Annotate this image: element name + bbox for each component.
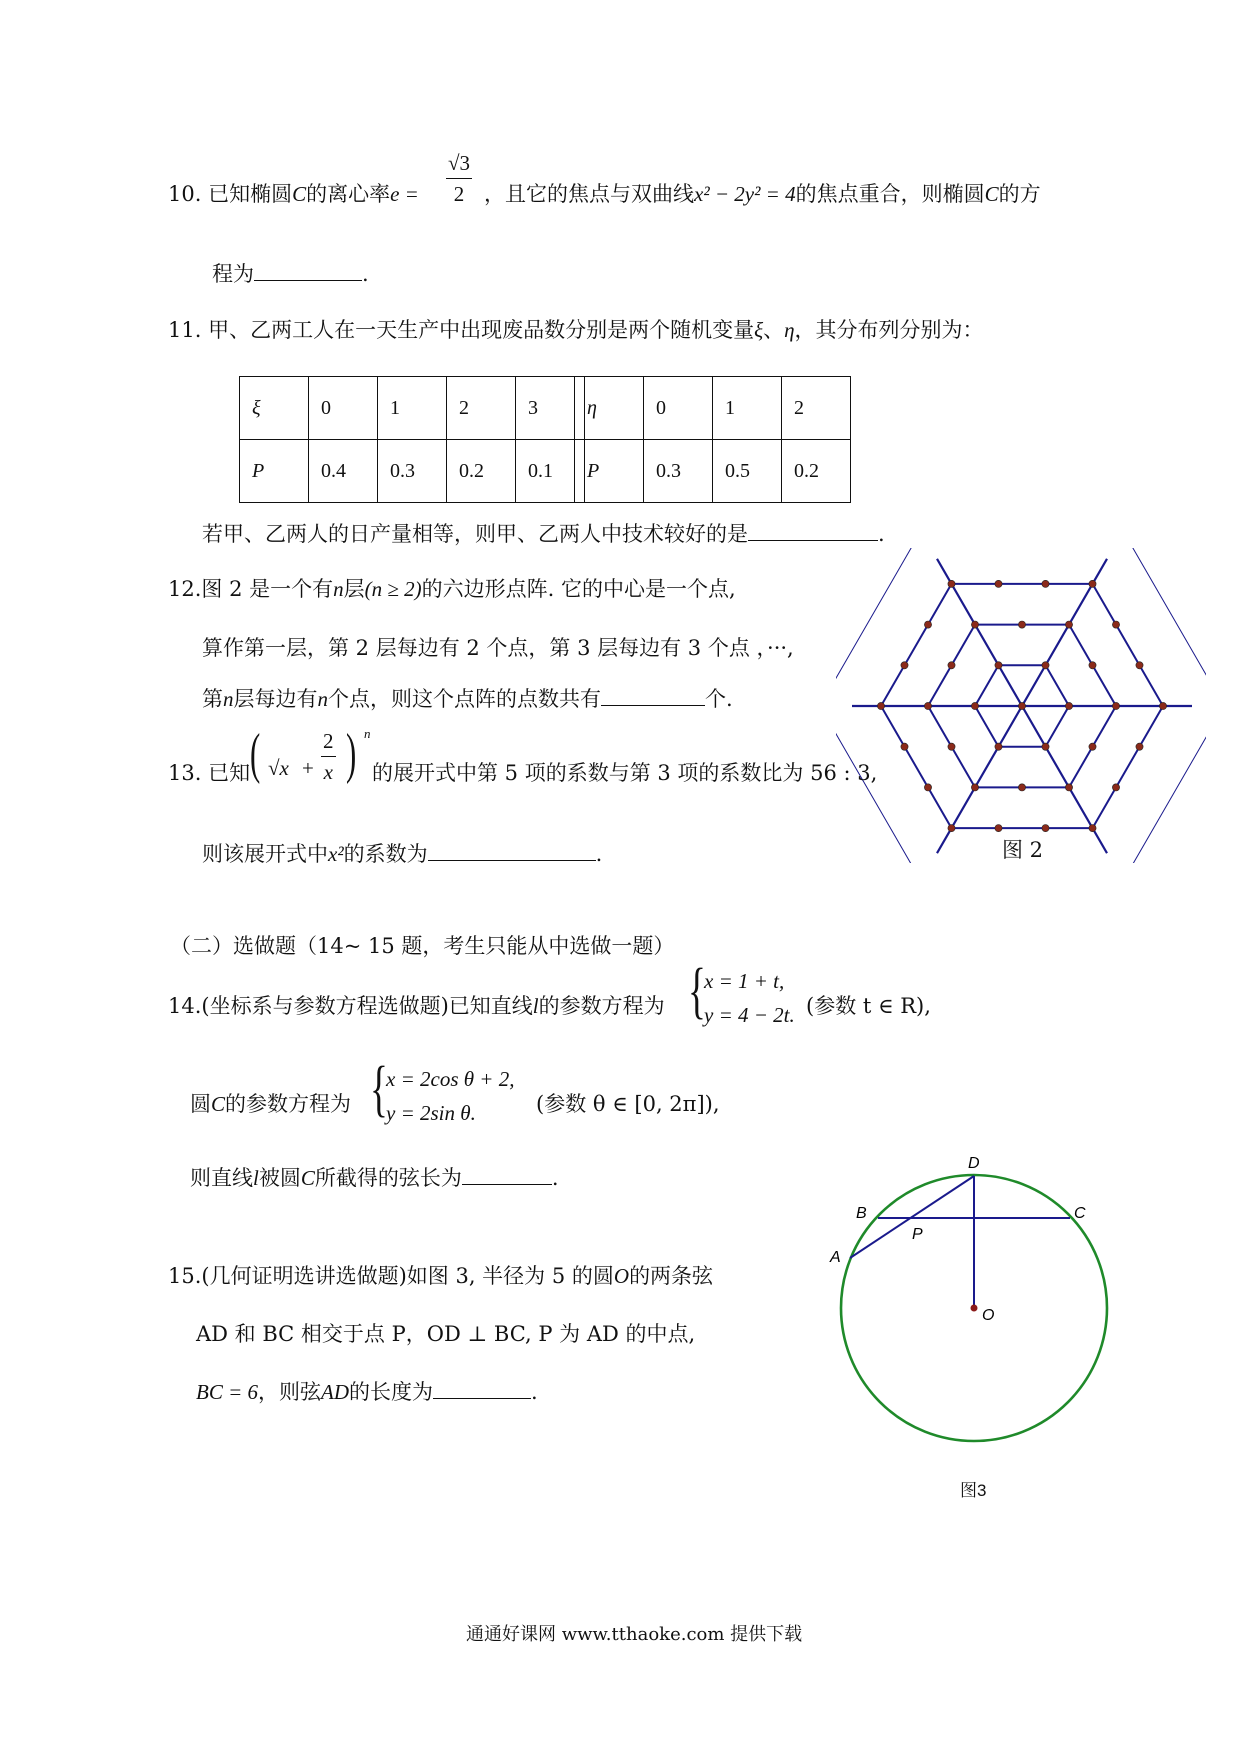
lattice-point [1042, 662, 1049, 669]
q13-plus: + [302, 756, 314, 780]
table-cell: 0.5 [713, 440, 782, 503]
q10-number: 10. [168, 182, 202, 206]
q14-text-g: 所截得的弦长为 [314, 1166, 462, 1190]
q14-text-f: 被圆 [258, 1166, 301, 1190]
q12-text-f: 个点，则这个点阵的点数共有 [328, 687, 601, 711]
q13-exponent: n [364, 726, 371, 741]
q12-line3 [202, 683, 733, 713]
lattice-point [1112, 621, 1119, 628]
q15-o: O [613, 1264, 630, 1288]
q12-n2: n [223, 687, 234, 711]
label-d: D [968, 1155, 980, 1172]
q11-eta: η [784, 318, 795, 342]
lattice-point [995, 825, 1002, 832]
lattice-point [1018, 702, 1025, 709]
lattice-point [901, 662, 908, 669]
q14-ceq1: x = 2cos θ + 2, [386, 1067, 515, 1091]
q12-cond: (n ≥ 2) [364, 577, 422, 601]
q11-xi: ξ [754, 318, 764, 342]
table-cell: 2 [782, 377, 851, 440]
lattice-ring-edge [975, 706, 999, 747]
q13-text-d: 的系数为 [343, 842, 428, 866]
table-row [240, 440, 585, 503]
lattice-ring-edge [1093, 706, 1164, 828]
lattice-ring-edge [975, 665, 999, 706]
lattice-point [995, 743, 1002, 750]
q14-l: l [532, 994, 539, 1018]
table-cell: 1 [378, 377, 447, 440]
lattice-point [948, 662, 955, 669]
q14-end: . [551, 1166, 559, 1190]
table-cell: P [575, 440, 644, 503]
lattice-point [995, 580, 1002, 587]
q14-l2: l [253, 1166, 259, 1190]
q12-n3: n [317, 687, 328, 711]
table-cell: 0.3 [644, 440, 713, 503]
lattice-point [971, 702, 978, 709]
q11-table-xi [239, 376, 585, 503]
figure-2-hexagon-lattice [836, 548, 1206, 863]
lattice-point [1112, 784, 1119, 791]
q14-text-e: 则直线 [190, 1166, 253, 1190]
lattice-point [948, 743, 955, 750]
q10-line1 [168, 178, 419, 208]
q11-sep: 、 [763, 318, 785, 342]
q12-text-c: 的六边形点阵. 它的中心是一个点, [421, 577, 736, 601]
figure-3-circle-chords [820, 1150, 1140, 1450]
q14-line2 [190, 1088, 351, 1118]
lattice-ring-edge [1046, 706, 1070, 747]
q12-line2: 算作第一层，第 2 层每边有 2 个点，第 3 层每边有 3 个点 ，···, [202, 636, 794, 660]
q15-number: 15. [168, 1264, 202, 1288]
lattice-ring-edge [1046, 665, 1070, 706]
q14-ceq2: y = 2sin θ. [386, 1101, 476, 1125]
q15-answer-blank[interactable] [433, 1380, 531, 1399]
q15-text-c: ，则弦 [258, 1380, 322, 1404]
lattice-point [1089, 580, 1096, 587]
table-cell: 0 [309, 377, 378, 440]
q15-text-a: (几何证明选讲选做题)如图 3, 半径为 5 的圆 [201, 1264, 614, 1288]
q14-param2: (参数 θ ∈ [0, 2π]), [536, 1092, 720, 1116]
lattice-point [971, 784, 978, 791]
q11-line1 [168, 314, 984, 344]
lattice-point [971, 621, 978, 628]
section-title: （二）选做题（14~ 15 题，考生只能从中选做一题） [170, 934, 675, 958]
lattice-point [1159, 702, 1166, 709]
table-cell: 2 [447, 377, 516, 440]
q13-fraction-num: 2 [321, 726, 336, 757]
table-cell: 0.3 [378, 440, 447, 503]
q14-brace2: { [370, 1055, 388, 1123]
q15-line3 [196, 1376, 538, 1406]
q10-fraction-num: √3 [446, 148, 472, 179]
q15-line2: AD 和 BC 相交于点 P，OD ⊥ BC, P 为 AD 的中点, [196, 1322, 696, 1346]
label-c: C [1074, 1205, 1086, 1222]
lattice-ring-edge [881, 584, 952, 706]
q11-end: . [878, 522, 885, 546]
q12-text-a: 图 2 是一个有 [201, 577, 334, 601]
lattice-point [1018, 784, 1025, 791]
label-o: O [982, 1307, 995, 1324]
q11-answer-blank[interactable] [748, 522, 878, 541]
label-a: A [830, 1249, 841, 1266]
lattice-point [1089, 662, 1096, 669]
footer-text: 通通好课网 www.tthaoke.com 提供下载 [466, 1624, 803, 1645]
table-cell: 0.4 [309, 440, 378, 503]
lattice-point [1042, 825, 1049, 832]
q11-conclusion-text: 若甲、乙两人的日产量相等，则甲、乙两人中技术较好的是 [202, 522, 748, 546]
lattice-point [1042, 580, 1049, 587]
q15-bc-eq: BC = 6 [196, 1380, 259, 1404]
q11-table-eta [574, 376, 851, 503]
q10-hyperbola: x² − 2y² = 4 [694, 182, 796, 206]
q13-answer-blank[interactable] [428, 842, 596, 861]
q14-param1: (参数 t ∈ R), [806, 994, 931, 1018]
lattice-point [924, 784, 931, 791]
q10-answer-blank[interactable] [254, 262, 362, 281]
q13-text-a: 已知 [208, 761, 251, 785]
q10-fraction-den: 2 [453, 182, 465, 206]
q14-text-a: (坐标系与参数方程选做题)已知直线 [201, 994, 533, 1018]
q13-number: 13. [168, 761, 202, 785]
q12-text-d: 第 [202, 687, 223, 711]
q10-text-e: 的方 [998, 182, 1041, 206]
q14-text-b: 的参数方程为 [538, 994, 665, 1018]
lattice-outer-edge [1123, 548, 1206, 706]
label-b: B [856, 1205, 867, 1222]
table-cell: 0 [644, 377, 713, 440]
table-cell: 3 [516, 377, 585, 440]
q14-eq1: x = 1 + t, [704, 969, 785, 993]
q12-text-g: 个. [705, 687, 733, 711]
table-cell: P [240, 440, 309, 503]
q14-circle-equations [386, 1062, 514, 1130]
q14-text-c: 圆 [190, 1092, 211, 1116]
q12-n: n [333, 577, 344, 601]
table-cell: 0.1 [516, 440, 585, 503]
lattice-point [1112, 702, 1119, 709]
q10-text-a: 已知椭圆 [208, 182, 293, 206]
lattice-point [948, 825, 955, 832]
q13-line2 [202, 838, 602, 868]
q10-line1-rest [484, 178, 1041, 208]
q15-text-b: 的两条弦 [629, 1264, 714, 1288]
label-p: P [912, 1226, 923, 1243]
q14-line3 [190, 1162, 559, 1192]
q13-fraction [321, 726, 336, 787]
q10-text-b: 的离心率 [306, 182, 391, 206]
figure-2-label: 图 2 [1002, 838, 1044, 862]
q13-x2: x² [328, 842, 344, 866]
table-row [575, 440, 851, 503]
lattice-outer-edge [1123, 706, 1206, 863]
q10-text-d: 的焦点重合，则椭圆 [795, 182, 985, 206]
q14-c: C [211, 1092, 226, 1116]
q14-line1 [168, 990, 665, 1020]
q11-conclusion [202, 518, 885, 548]
table-cell: 1 [713, 377, 782, 440]
q13-fraction-den: x [323, 760, 333, 784]
q14-brace: { [688, 957, 706, 1025]
q15-text-d: 的长度为 [349, 1380, 434, 1404]
lattice-point [901, 743, 908, 750]
q13-sqrt-x: √x [268, 756, 289, 780]
lattice-point [1042, 743, 1049, 750]
lattice-point [877, 702, 884, 709]
q11-text: 甲、乙两工人在一天生产中出现废品数分别是两个随机变量 [208, 318, 755, 342]
q13-text-c: 则该展开式中 [202, 842, 328, 866]
lattice-point [948, 580, 955, 587]
q11-number: 11. [168, 318, 202, 342]
q10-e-eq: e = [390, 182, 419, 206]
q12-line1 [168, 573, 736, 603]
table-cell: 0.2 [447, 440, 516, 503]
q15-ad: AD [321, 1380, 350, 1404]
q13-end: . [595, 842, 603, 866]
lattice-point [1065, 702, 1072, 709]
q15-end: . [531, 1380, 538, 1404]
q13-number-and-text [168, 757, 250, 787]
lattice-outer-edge [836, 548, 921, 706]
lattice-point [1136, 662, 1143, 669]
lattice-point [1089, 743, 1096, 750]
q10-end: . [362, 262, 369, 286]
q12-text-b: 层 [343, 577, 365, 601]
q12-answer-blank[interactable] [601, 687, 705, 706]
q14-eq2: y = 4 − 2t. [704, 1003, 795, 1027]
lattice-point [1018, 621, 1025, 628]
lattice-point [1065, 784, 1072, 791]
q10-ellipse-c2: C [984, 182, 999, 206]
figure-3-label: 图3 [960, 1481, 987, 1500]
q10-fraction [446, 148, 472, 209]
lattice-point [924, 702, 931, 709]
table-cell: 0.2 [782, 440, 851, 503]
q15-line1 [168, 1260, 713, 1290]
q13-text-b: 的展开式中第 5 项的系数与第 3 项的系数比为 56 : 3, [372, 761, 878, 785]
lattice-point [1136, 743, 1143, 750]
q10-text-c: ，且它的焦点与双曲线 [484, 182, 694, 206]
q11-text2: ，其分布列分别为： [794, 318, 984, 342]
lattice-ring-edge [1093, 584, 1164, 706]
q13-paren-left: ( [250, 723, 261, 785]
table-row [240, 377, 585, 440]
q14-c2: C [300, 1166, 315, 1190]
lattice-ring-edge [881, 706, 952, 828]
q10-line2 [212, 258, 369, 288]
table-cell: η [575, 377, 644, 440]
q12-number: 12. [168, 577, 202, 601]
table-row [575, 377, 851, 440]
q10-ellipse-c: C [292, 182, 307, 206]
q14-answer-blank[interactable] [462, 1166, 552, 1185]
q10-line2-text: 程为 [212, 262, 254, 286]
table-cell: ξ [240, 377, 309, 440]
lattice-point [1089, 825, 1096, 832]
lattice-point [924, 621, 931, 628]
q14-text-d: 的参数方程为 [225, 1092, 352, 1116]
point-o [971, 1305, 978, 1312]
q12-text-e: 层每边有 [233, 687, 318, 711]
lattice-point [995, 662, 1002, 669]
q13-paren-right: ) [346, 723, 357, 785]
q14-number: 14. [168, 994, 202, 1018]
lattice-point [1065, 621, 1072, 628]
q14-equations [704, 964, 795, 1032]
